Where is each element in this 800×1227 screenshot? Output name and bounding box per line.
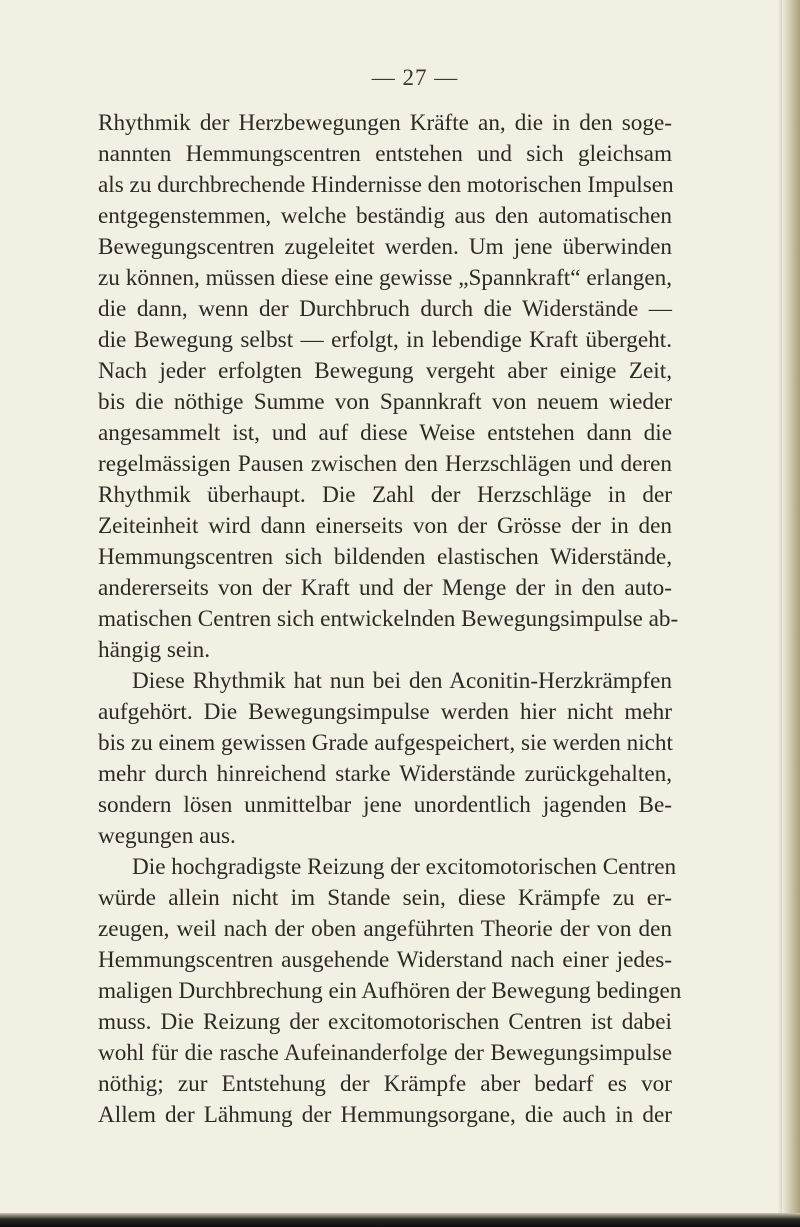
text-line: aufgehört. Die Bewegungsimpulse werden hier nicht mehr xyxy=(98,699,672,725)
text-line: bis die nöthige Summe von Spannkraft von neuem wieder xyxy=(98,389,672,415)
text-line: Rhythmik überhaupt. Die Zahl der Herzschläge in der xyxy=(98,482,672,508)
text-line: bis zu einem gewissen Grade aufgespeichert, sie werden nicht xyxy=(98,730,673,756)
text-line: die Bewegung selbst — erfolgt, in lebendige Kraft übergeht. xyxy=(98,327,672,353)
text-line: Hemmungscentren sich bildenden elastischen Widerstände, xyxy=(98,544,672,570)
text-line: zeugen, weil nach der oben angeführten Theorie der von den xyxy=(98,916,672,942)
text-line: Allem der Lähmung der Hemmungsorgane, die auch in der xyxy=(98,1102,672,1128)
text-line: nannten Hemmungscentren entstehen und sich gleichsam xyxy=(98,141,672,167)
text-line: als zu durchbrechende Hindernisse den motorischen Impulsen xyxy=(98,172,674,198)
text-line: mehr durch hinreichend starke Widerstände zurückgehalten, xyxy=(98,761,672,787)
page-edge-bottom xyxy=(0,1213,800,1227)
text-line: Hemmungscentren ausgehende Widerstand nach einer jedes- xyxy=(98,947,672,973)
text-line: angesammelt ist, und auf diese Weise entstehen dann die xyxy=(98,420,672,446)
text-line: die dann, wenn der Durchbruch durch die Widerstände — xyxy=(98,296,672,322)
paragraph-end-line: hängig sein. xyxy=(98,637,211,663)
paragraph-end-line: wegungen aus. xyxy=(98,823,236,849)
text-line: entgegenstemmen, welche beständig aus den automatischen xyxy=(98,203,672,229)
paragraph-start-line: Die hochgradigste Reizung der excitomotorischen Centren xyxy=(132,854,677,880)
text-line: matischen Centren sich entwickelnden Bewegungsimpulse ab- xyxy=(98,606,679,632)
text-line: zu können, müssen diese eine gewisse „Spannkraft“ erlangen, xyxy=(98,265,672,291)
text-line: Bewegungscentren zugeleitet werden. Um jene überwinden xyxy=(98,234,672,260)
text-line: muss. Die Reizung der excitomotorischen Centren ist dabei xyxy=(98,1009,672,1035)
page-number: — 27 — xyxy=(371,65,459,90)
text-line: regelmässigen Pausen zwischen den Herzschlägen und deren xyxy=(98,451,672,477)
page-edge-right xyxy=(782,0,800,1227)
text-line: sondern lösen unmittelbar jene unordentlich jagenden Be- xyxy=(98,792,672,818)
text-line: nöthig; zur Entstehung der Krämpfe aber bedarf es vor xyxy=(98,1071,672,1097)
text-line: maligen Durchbrechung ein Aufhören der Bewegung bedingen xyxy=(98,978,682,1004)
text-line: Zeiteinheit wird dann einerseits von der Grösse der in den xyxy=(98,513,672,539)
text-line: würde allein nicht im Stande sein, diese Krämpfe zu er- xyxy=(98,885,672,911)
paragraph-start-line: Diese Rhythmik hat nun bei den Aconitin-Herzkrämpfen xyxy=(132,668,672,694)
text-line: andererseits von der Kraft und der Menge der in den auto- xyxy=(98,575,672,601)
body-text xyxy=(98,108,682,1131)
text-line: Nach jeder erfolgten Bewegung vergeht aber einige Zeit, xyxy=(98,358,672,384)
text-line: Rhythmik der Herzbewegungen Kräfte an, die in den soge- xyxy=(98,110,672,136)
text-line: wohl für die rasche Aufeinanderfolge der Bewegungsimpulse xyxy=(98,1040,672,1066)
